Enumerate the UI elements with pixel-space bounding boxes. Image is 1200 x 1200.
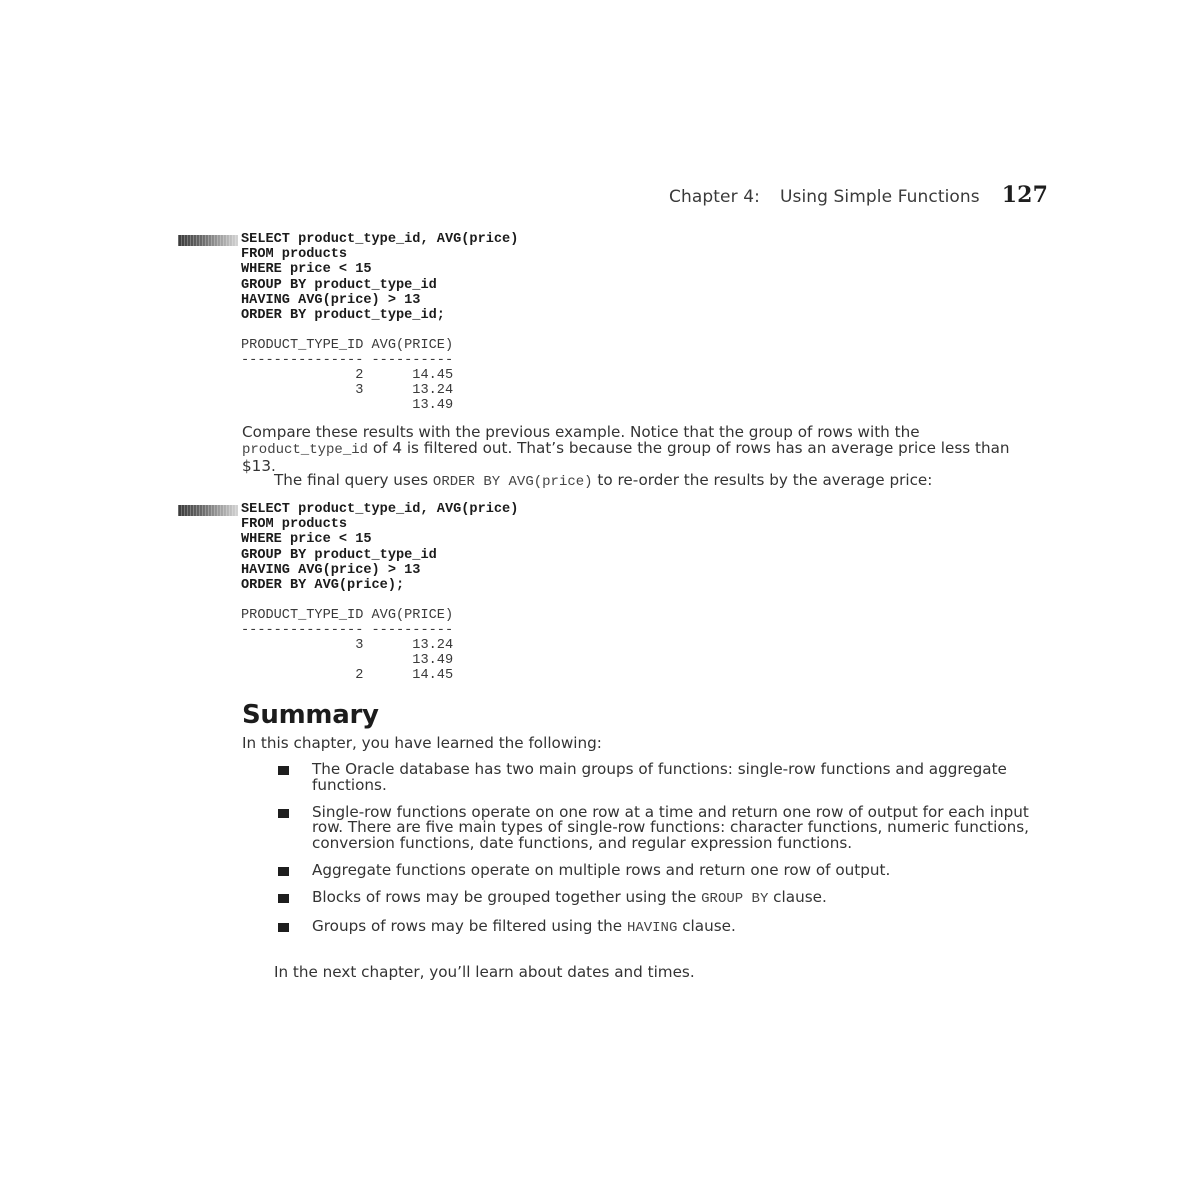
- list-item: [276, 860, 1036, 879]
- summary-heading: Summary: [242, 700, 379, 730]
- inline-code: GROUP BY: [701, 890, 769, 907]
- inline-code: ORDER BY AVG(price): [432, 474, 593, 490]
- paragraph-text: of 4 is filtered out. That’s because the group of rows has an average price less than $13.: [242, 439, 1010, 475]
- bullet-text: Aggregate functions operate on multiple rows and return one row of output.: [312, 860, 891, 879]
- query-output-2: PRODUCT_TYPE_ID AVG(PRICE) --------------- ---------- 3 13.24 13.49 2 14.45: [241, 608, 454, 683]
- bullet-text: Single-row functions operate on one row at a time and return one row of output for each input row. There are five main types of single-row functions: character functions, numeric functions, conversion functions, date functions, and regular expression functions.: [312, 802, 1029, 853]
- running-head: [669, 182, 1048, 208]
- paragraph-text: The final query uses: [274, 471, 433, 489]
- bullet-text-part: Blocks of rows may be grouped together using the: [312, 887, 702, 906]
- inline-code: HAVING: [626, 919, 678, 936]
- bullet-text: The Oracle database has two main groups of functions: single-row functions and aggregate functions.: [312, 760, 1007, 794]
- square-bullet-icon: [276, 919, 312, 937]
- bullet-text-part: clause.: [677, 916, 736, 935]
- list-item: [276, 916, 1036, 937]
- list-item: [276, 802, 1036, 853]
- square-bullet-icon: [276, 762, 312, 794]
- square-bullet-icon: [276, 805, 312, 852]
- final-query-paragraph: [274, 472, 1034, 490]
- paragraph-text: to re-order the results by the average price:: [592, 471, 933, 489]
- list-item: [276, 887, 1036, 908]
- closing-paragraph: In the next chapter, you’ll learn about dates and times.: [274, 963, 695, 981]
- sql-query-1: SELECT product_type_id, AVG(price) FROM products WHERE price < 15 GROUP BY product_type_id HAVING AVG(price) > 13 ORDER BY product_type_id;: [241, 232, 519, 324]
- summary-list: [276, 762, 1036, 947]
- bullet-text: [312, 887, 1036, 908]
- page-number: 127: [1001, 182, 1048, 208]
- bullet-text: [312, 916, 1036, 937]
- chapter-label: Chapter 4:: [669, 187, 760, 207]
- query-output-1: PRODUCT_TYPE_ID AVG(PRICE) --------------- ---------- 2 14.45 3 13.24 13.49: [241, 338, 454, 413]
- list-item: [276, 762, 1036, 794]
- code-marker-icon: [178, 505, 238, 516]
- code-marker-icon: [178, 235, 238, 246]
- chapter-title: Using Simple Functions: [779, 187, 980, 207]
- square-bullet-icon: [276, 863, 312, 879]
- sql-query-2: SELECT product_type_id, AVG(price) FROM products WHERE price < 15 GROUP BY product_type_id HAVING AVG(price) > 13 ORDER BY AVG(price);: [241, 502, 519, 594]
- summary-intro: In this chapter, you have learned the following:: [242, 734, 602, 752]
- square-bullet-icon: [276, 890, 312, 908]
- paragraph-text: Compare these results with the previous example. Notice that the group of rows with the: [242, 423, 920, 441]
- bullet-text-part: clause.: [768, 887, 827, 906]
- bullet-text-part: Groups of rows may be filtered using the: [312, 916, 627, 935]
- inline-code: product_type_id: [242, 442, 369, 458]
- comparison-paragraph: [242, 424, 1032, 474]
